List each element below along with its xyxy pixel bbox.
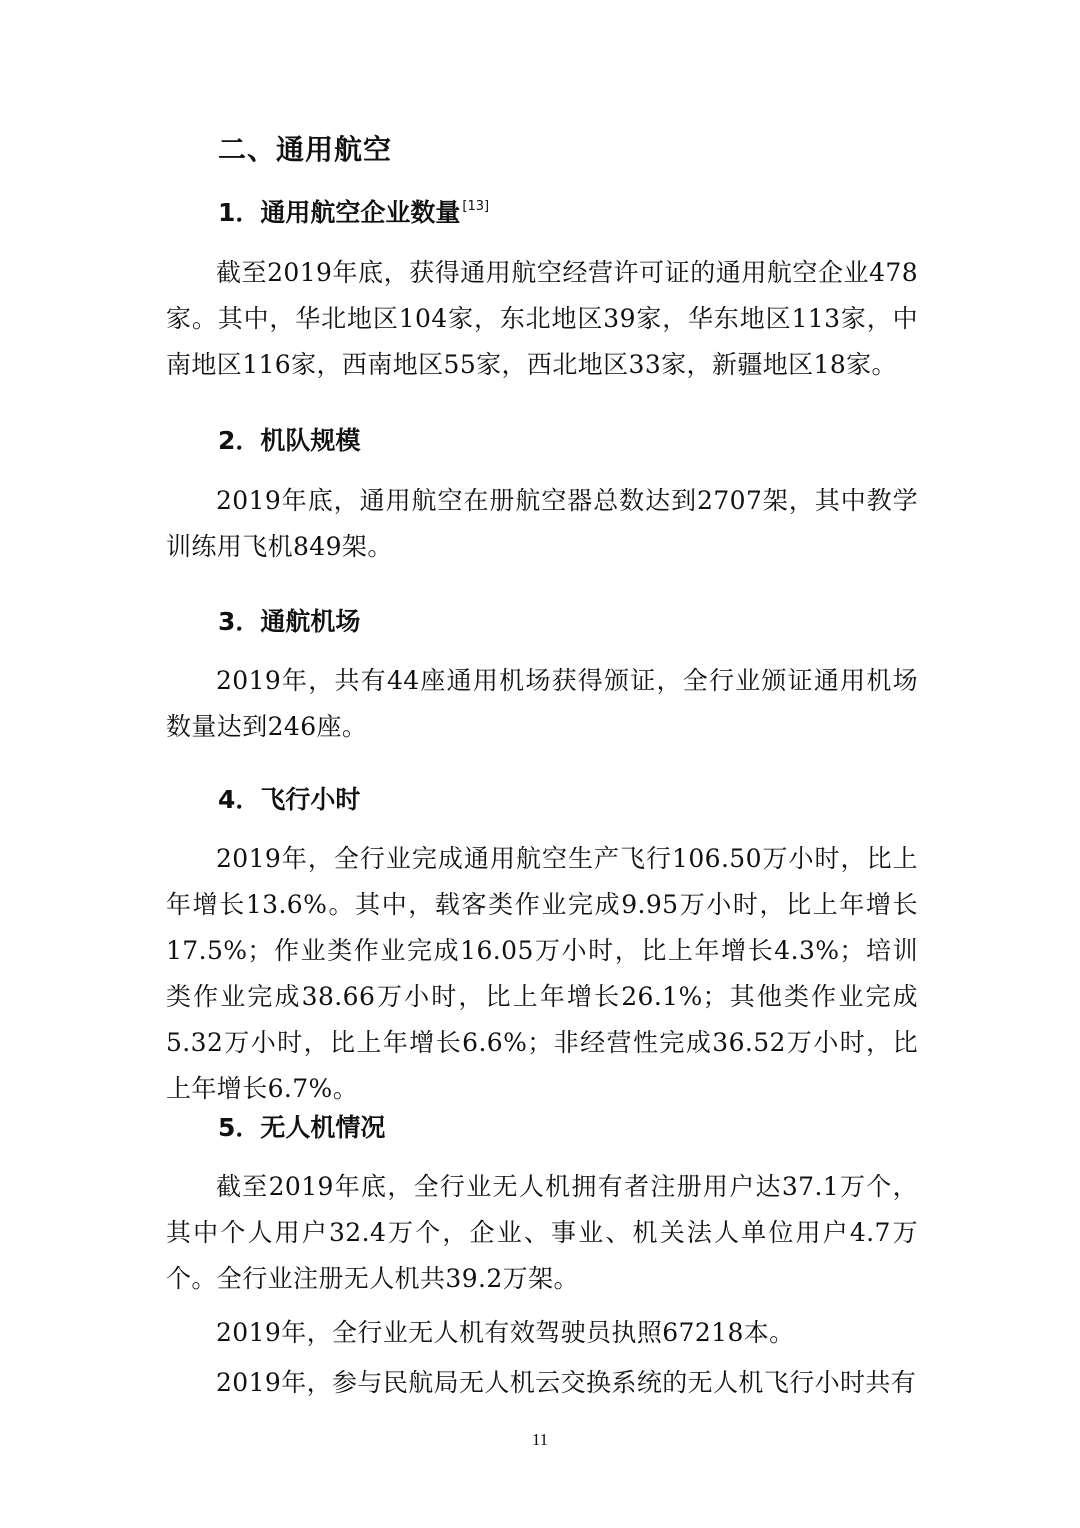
paragraph-flight-hours: 2019年，全行业完成通用航空生产飞行106.50万小时，比上年增长13.6%。其中，载客类作业完成9.95万小时，比上年增长17.5%；作业类作业完成16.05万小时，比上年增长4.3%；培训类作业完成38.66万小时，比上年增长26.1%；其他类作业完成5.32万小时，比上年增长6.6%；非经营性完成36.52万小时，比上年增长6.7%。 [166,844,918,1103]
subsection-heading-3: 3．通航机场 [218,607,361,636]
page-number: 11 [531,1430,549,1449]
paragraph-fleet-size: 2019年底，通用航空在册航空器总数达到2707架，其中教学训练用飞机849架。 [166,486,918,561]
paragraph-airports: 2019年，共有44座通用机场获得颁证，全行业颁证通用机场数量达到246座。 [166,666,918,741]
paragraph-drone-flight-hours: 2019年，参与民航局无人机云交换系统的无人机飞行小时共有 [216,1368,917,1397]
paragraph-enterprise-count: 截至2019年底，获得通用航空经营许可证的通用航空企业478家。其中，华北地区104家，东北地区39家，华东地区113家，中南地区116家，西南地区55家，西北地区33家，新疆地区18家。 [166,258,918,379]
section-title: 二、通用航空 [218,133,393,166]
subsection-heading-1-text: 1．通用航空企业数量 [218,198,461,227]
subsection-heading-2: 2．机队规模 [218,426,361,455]
subsection-heading-5: 5．无人机情况 [218,1113,386,1142]
paragraph-drone-licenses: 2019年，全行业无人机有效驾驶员执照67218本。 [216,1318,795,1347]
paragraph-drone-users: 截至2019年底，全行业无人机拥有者注册用户达37.1万个，其中个人用户32.4万个，企业、事业、机关法人单位用户4.7万个。全行业注册无人机共39.2万架。 [166,1172,918,1293]
subsection-heading-4: 4．飞行小时 [218,785,361,814]
footnote-ref: [13] [462,199,490,214]
subsection-heading-1 [218,193,489,233]
